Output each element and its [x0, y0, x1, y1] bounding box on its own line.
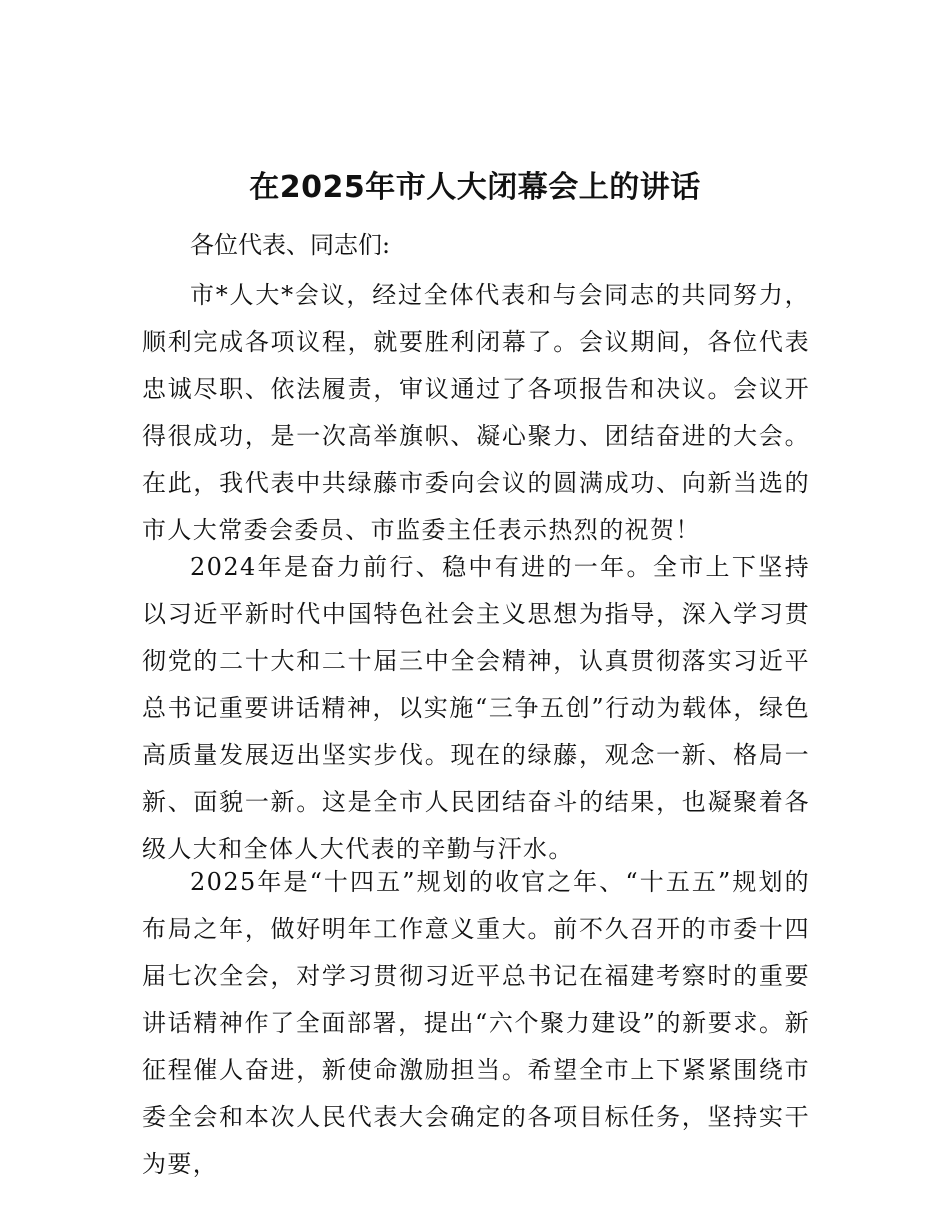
paragraph-2: 2024年是奋力前行、稳中有进的一年。全市上下坚持以习近平新时代中国特色社会主义思想为指导，深入学习贯彻党的二十大和二十届三中全会精神，认真贯彻落实习近平总书记重要讲话精神，以实施“三争五创”行动为载体，绿色高质量发展迈出坚实步伐。现在的绿藤，观念一新、格局一新、面貌一新。这是全市人民团结奋斗的结果，也凝聚着各级人大和全体人大代表的辛勤与汗水。 [142, 553, 810, 863]
document-title: 在2025年市人大闭幕会上的讲话 [249, 170, 701, 205]
paragraph-3: 2025年是“十四五”规划的收官之年、“十五五”规划的布局之年，做好明年工作意义重大。前不久召开的市委十四届七次全会，对学习贯彻习近平总书记在福建考察时的重要讲话精神作了全面部署，提出“六个聚力建设”的新要求。新征程催人奋进，新使命激励担当。希望全市上下紧紧围绕市委全会和本次人民代表大会确定的各项目标任务，坚持实干为要， [142, 868, 810, 1178]
salutation: 各位代表、同志们: [190, 231, 391, 259]
paragraph-1: 市*人大*会议，经过全体代表和与会同志的共同努力，顺利完成各项议程，就要胜利闭幕了。会议期间，各位代表忠诚尽职、依法履责，审议通过了各项报告和决议。会议开得很成功，是一次高举旗帜、凝心聚力、团结奋进的大会。在此，我代表中共绿藤市委向会议的圆满成功、向新当选的市人大常委会委员、市监委主任表示热烈的祝贺！ [142, 281, 810, 544]
